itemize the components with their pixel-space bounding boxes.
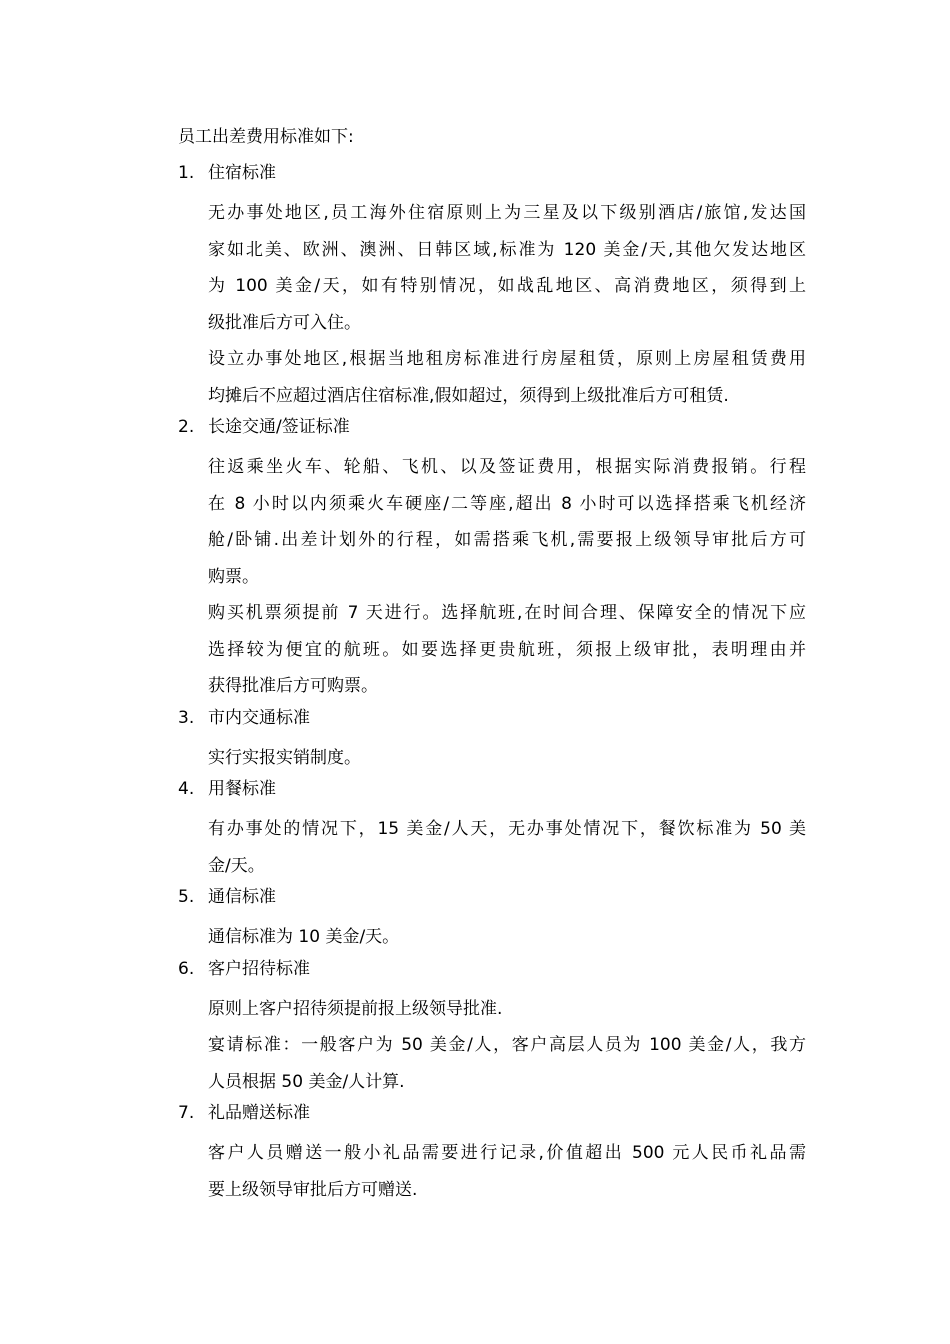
paragraph-line: 购票。 (208, 566, 259, 587)
section-heading (178, 776, 808, 811)
section-paragraph (208, 991, 806, 1028)
paragraph-line: 有办事处的情况下，15 美金/人天，无办事处情况下，餐饮标准为 50 美 (208, 819, 806, 839)
paragraph-line: 原则上客户招待须提前报上级领导批准. (208, 998, 503, 1019)
paragraph-line: 金/天。 (208, 855, 265, 876)
section-paragraph (208, 1027, 806, 1100)
section-number: 5. (178, 887, 195, 907)
paragraph-line: 实行实报实销制度。 (208, 747, 361, 768)
section-number: 6. (178, 958, 195, 979)
section-heading (178, 1100, 808, 1135)
section-paragraph (208, 919, 806, 956)
paragraph-line: 通信标准为 10 美金/天。 (208, 927, 400, 947)
section-5 (178, 884, 808, 956)
section-paragraph (208, 740, 806, 777)
section-6 (178, 956, 808, 1101)
document-body (178, 124, 808, 1208)
section-title: 长途交通/签证标准 (208, 417, 350, 437)
paragraph-line: 人员根据 50 美金/人计算. (208, 1071, 405, 1092)
paragraph-line: 客户人员赠送一般小礼品需要进行记录,价值超出 500 元人民币礼品需 (208, 1143, 806, 1163)
section-heading (178, 160, 808, 195)
section-list (178, 160, 808, 1208)
section-heading (178, 956, 808, 991)
paragraph-line: 无办事处地区,员工海外住宿原则上为三星及以下级别酒店/旅馆,发达国 (208, 203, 806, 223)
section-2 (178, 414, 808, 705)
section-3 (178, 705, 808, 777)
section-title: 市内交通标准 (208, 707, 310, 728)
paragraph-line: 获得批准后方可购票。 (208, 676, 378, 696)
paragraph-line: 家如北美、欧洲、澳洲、日韩区域,标准为 120 美金/天,其他欠发达地区 (208, 239, 806, 260)
paragraph-line: 购买机票须提前 7 天进行。选择航班,在时间合理、保障安全的情况下应 (208, 603, 806, 623)
section-paragraph (208, 195, 806, 341)
section-title: 住宿标准 (208, 163, 276, 183)
paragraph-line: 为 100 美金/天，如有特别情况，如战乱地区、高消费地区，须得到上 (208, 276, 806, 296)
section-heading (178, 414, 808, 449)
section-number: 4. (178, 779, 195, 799)
section-number: 1. (178, 163, 195, 183)
section-paragraph (208, 449, 806, 595)
paragraph-line: 设立办事处地区,根据当地租房标准进行房屋租赁，原则上房屋租赁费用 (208, 349, 806, 369)
paragraph-line: 在 8 小时以内须乘火车硬座/二等座,超出 8 小时可以选择搭乘飞机经济 (208, 493, 806, 514)
section-paragraph (208, 1135, 806, 1208)
paragraph-line: 舱/卧铺.出差计划外的行程，如需搭乘飞机,需要报上级领导审批后方可 (208, 530, 806, 550)
section-title: 用餐标准 (208, 779, 276, 799)
section-number: 2. (178, 417, 195, 437)
paragraph-line: 选择较为便宜的航班。如要选择更贵航班，须报上级审批，表明理由并 (208, 639, 806, 660)
section-paragraph (208, 595, 806, 705)
section-number: 7. (178, 1103, 195, 1123)
section-heading (178, 884, 808, 919)
section-title: 通信标准 (208, 887, 276, 907)
section-title: 礼品赠送标准 (208, 1103, 310, 1123)
section-heading (178, 705, 808, 740)
paragraph-line: 往返乘坐火车、轮船、飞机、以及签证费用，根据实际消费报销。行程 (208, 457, 806, 477)
section-number: 3. (178, 707, 195, 728)
section-title: 客户招待标准 (208, 958, 310, 979)
paragraph-line: 宴请标准：一般客户为 50 美金/人，客户高层人员为 100 美金/人，我方 (208, 1035, 806, 1055)
paragraph-line: 均摊后不应超过酒店住宿标准,假如超过，须得到上级批准后方可租赁. (208, 385, 729, 406)
section-paragraph (208, 811, 806, 884)
intro-text: 员工出差费用标准如下: (178, 127, 354, 147)
section-7 (178, 1100, 808, 1208)
section-paragraph (208, 341, 806, 414)
section-1 (178, 160, 808, 414)
paragraph-line: 要上级领导审批后方可赠送. (208, 1179, 418, 1200)
section-4 (178, 776, 808, 884)
paragraph-line: 级批准后方可入住。 (208, 312, 361, 333)
